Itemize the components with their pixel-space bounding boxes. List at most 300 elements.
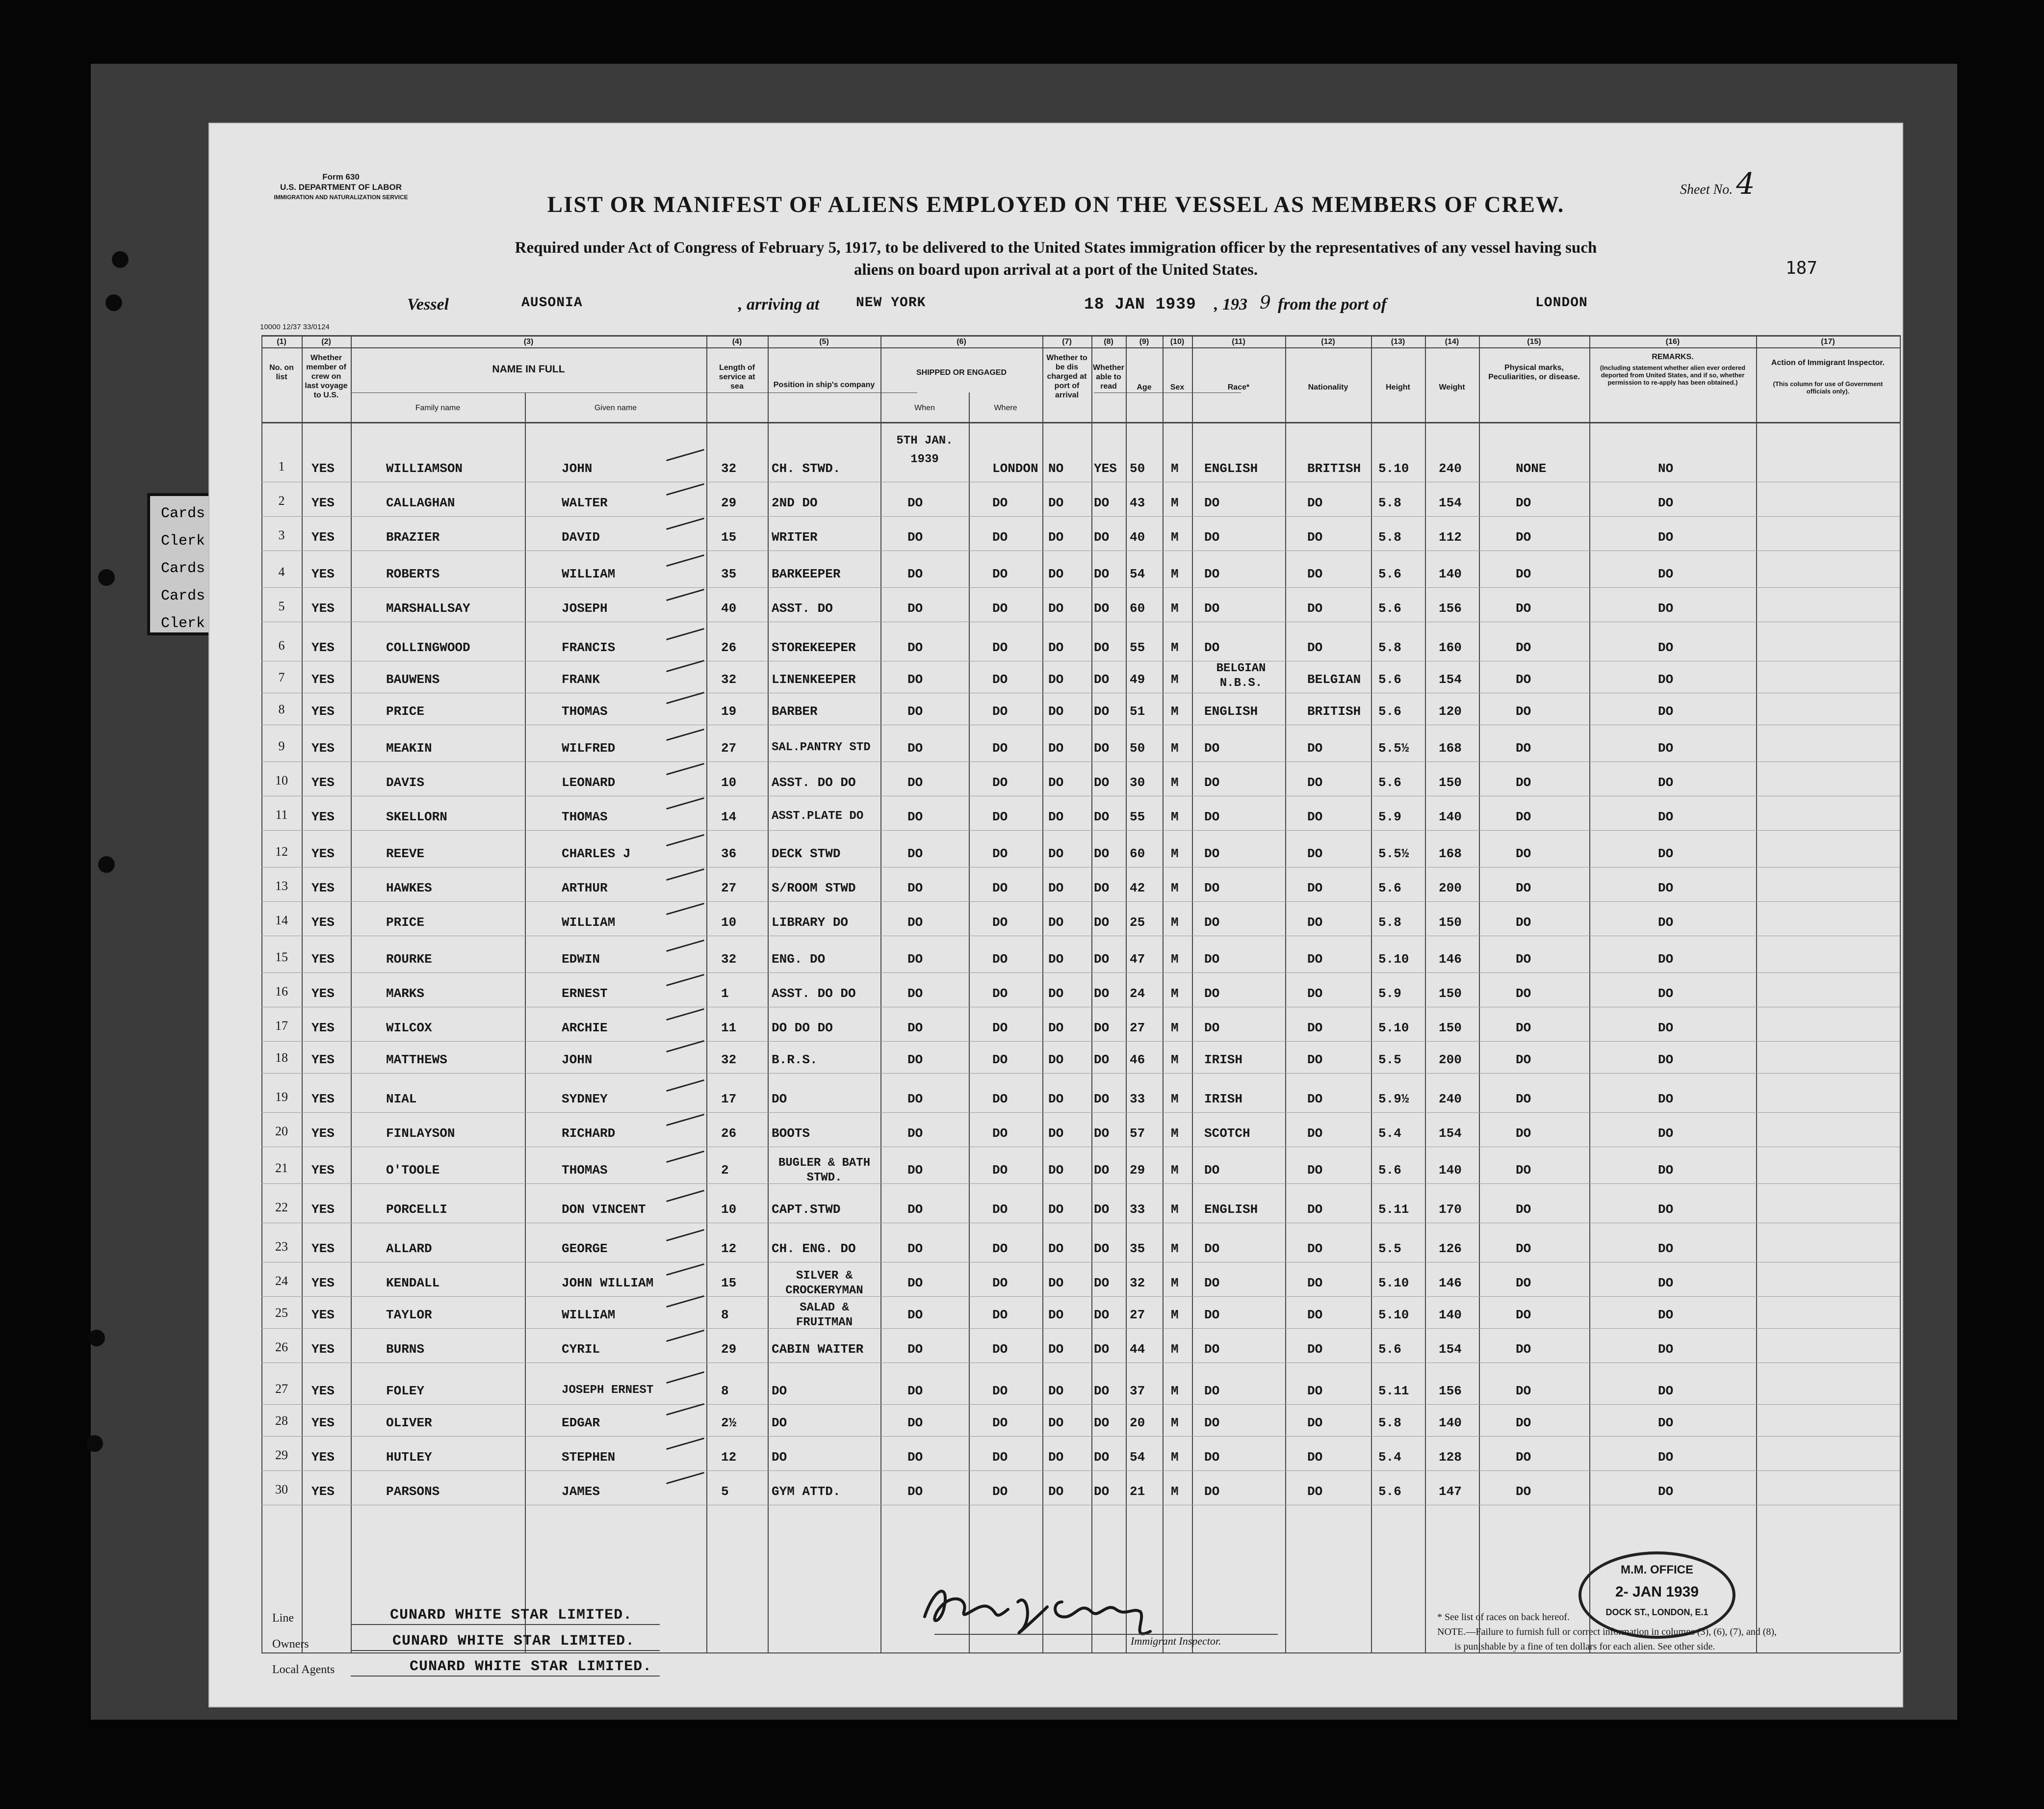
able-to-read-cell: DO [1094, 640, 1110, 655]
service-length-cell: 29 [721, 496, 737, 510]
service-length-cell: 32 [721, 672, 737, 687]
service-length-cell: 12 [721, 1450, 737, 1465]
discharged-cell: DO [1048, 846, 1064, 861]
tick-mark [666, 1371, 704, 1384]
sex-cell: M [1171, 775, 1179, 790]
family-name-cell: SKELLORN [386, 810, 447, 824]
weight-cell: 146 [1439, 1276, 1462, 1290]
service-length-cell: 36 [721, 846, 737, 861]
physical-marks-cell: DO [1516, 1416, 1531, 1430]
given-name-cell: DAVID [562, 530, 600, 545]
col-head-action: Action of Immigrant Inspector. [1771, 359, 1885, 367]
given-name-cell: ARCHIE [562, 1021, 608, 1035]
shipped-where-cell: DO [992, 1126, 1008, 1141]
discharged-cell: DO [1048, 672, 1064, 687]
nationality-cell: DO [1307, 530, 1323, 545]
age-cell: 55 [1130, 810, 1145, 824]
tick-mark [666, 483, 704, 496]
col-head-no: No. on list [269, 364, 294, 381]
col-num-10: (10) [1170, 338, 1185, 346]
able-to-read-cell: DO [1094, 1416, 1110, 1430]
service-length-cell: 5 [721, 1484, 729, 1499]
weight-cell: 120 [1439, 704, 1462, 719]
able-to-read-cell: DO [1094, 1021, 1110, 1035]
card-line: Cards [161, 505, 206, 522]
race-cell: DO [1204, 640, 1220, 655]
given-name-cell: WILLIAM [562, 915, 616, 930]
row-number: 15 [275, 950, 288, 964]
card-line: Clerk [161, 533, 206, 550]
crew-status-cell: YES [311, 1416, 335, 1430]
service-length-cell: 2 [721, 1163, 729, 1178]
shipped-when-cell: DO [907, 1241, 923, 1256]
shipped-when-cell: DO [907, 672, 923, 687]
nationality-cell: DO [1307, 1342, 1323, 1357]
position-cell: GYM ATTD. [772, 1484, 841, 1499]
owners-value: CUNARD WHITE STAR LIMITED. [392, 1633, 635, 1650]
shipped-when-cell: DO [907, 1092, 923, 1106]
race-cell: IRISH [1204, 1092, 1243, 1106]
col-head-remarks: REMARKS. [1652, 353, 1694, 361]
service-length-cell: 15 [721, 1276, 737, 1290]
discharged-cell: DO [1048, 1021, 1064, 1035]
family-name-cell: NIAL [386, 1092, 417, 1106]
able-to-read-cell: DO [1094, 1126, 1110, 1141]
service-length-cell: 26 [721, 1126, 737, 1141]
crew-status-cell: YES [311, 1202, 335, 1217]
race-cell: SCOTCH [1204, 1126, 1250, 1141]
service-length-cell: 32 [721, 952, 737, 967]
crew-status-cell: YES [311, 1021, 335, 1035]
table-bottom-rule [261, 1652, 1900, 1653]
nationality-cell: DO [1307, 775, 1323, 790]
line-label: Line [272, 1612, 294, 1625]
position-cell: DO [772, 1450, 787, 1465]
given-name-cell: FRANCIS [562, 640, 616, 655]
col-num-2: (2) [321, 338, 331, 346]
remarks-cell: DO [1658, 1342, 1674, 1357]
crew-status-cell: YES [311, 1163, 335, 1178]
shipped-where-cell: DO [992, 1416, 1008, 1430]
crew-status-cell: YES [311, 1342, 335, 1357]
stamp-line-1: M.M. OFFICE [1621, 1563, 1693, 1576]
service-length-cell: 1 [721, 986, 729, 1001]
family-name-cell: FOLEY [386, 1384, 425, 1398]
col-num-6: (6) [957, 338, 966, 346]
height-cell: 5.5½ [1378, 741, 1409, 756]
col-num-8: (8) [1104, 338, 1113, 346]
able-to-read-cell: DO [1094, 704, 1110, 719]
col-num-1: (1) [277, 338, 286, 346]
able-to-read-cell: DO [1094, 567, 1110, 581]
col-rule [768, 335, 769, 1652]
col-head-crew: Whether member of crew on last voyage to U.S. [305, 354, 348, 399]
tick-mark [666, 1190, 704, 1202]
sheet-number: 4 [1736, 167, 1755, 201]
family-name-cell: REEVE [386, 846, 425, 861]
col-head-discharged: Whether to be dis charged at port of arrival [1046, 354, 1087, 399]
col-rule [1589, 335, 1590, 1652]
col-num-5: (5) [819, 338, 829, 346]
row-separator [261, 587, 1900, 588]
height-cell: 5.10 [1378, 1021, 1409, 1035]
row-number: 19 [275, 1090, 288, 1104]
nationality-cell: DO [1307, 1276, 1323, 1290]
tick-mark [666, 660, 704, 672]
weight-cell: 112 [1439, 530, 1462, 545]
remarks-cell: DO [1658, 672, 1674, 687]
shipped-when-cell: DO [907, 915, 923, 930]
physical-marks-cell: DO [1516, 672, 1531, 687]
sex-cell: M [1171, 1163, 1179, 1178]
discharged-cell: DO [1048, 986, 1064, 1001]
service-length-cell: 17 [721, 1092, 737, 1106]
race-cell: DO [1204, 1416, 1220, 1430]
row-number: 18 [275, 1050, 288, 1065]
shipped-when-cell: DO [907, 1202, 923, 1217]
weight-cell: 150 [1439, 775, 1462, 790]
row-number: 17 [275, 1019, 288, 1033]
nationality-cell: DO [1307, 915, 1323, 930]
col-head-family: Family name [415, 404, 461, 412]
sex-cell: M [1171, 1450, 1179, 1465]
nationality-cell: DO [1307, 640, 1323, 655]
col-rule [1091, 335, 1092, 1652]
agents-value: CUNARD WHITE STAR LIMITED. [410, 1658, 652, 1675]
nationality-cell: BELGIAN [1307, 672, 1361, 687]
tick-mark [666, 868, 704, 881]
position-cell: ASST. DO DO [772, 986, 856, 1001]
physical-marks-cell: DO [1516, 1450, 1531, 1465]
col-num-3: (3) [523, 338, 534, 346]
discharged-cell: DO [1048, 1484, 1064, 1499]
age-cell: 46 [1130, 1052, 1145, 1067]
service-length-cell: 11 [721, 1021, 737, 1035]
height-cell: 5.6 [1378, 601, 1401, 616]
race-note: * See list of races on back hereof. [1437, 1612, 1570, 1623]
col-num-7: (7) [1062, 338, 1072, 346]
shipped-where-cell: DO [992, 1092, 1008, 1106]
given-name-cell: EDWIN [562, 952, 600, 967]
age-cell: 54 [1130, 567, 1145, 581]
row-number: 26 [275, 1340, 288, 1354]
sex-cell: M [1171, 1126, 1179, 1141]
tick-mark [666, 1295, 704, 1308]
weight-cell: 140 [1439, 567, 1462, 581]
given-name-cell: FRANK [562, 672, 600, 687]
shipped-where-cell: DO [992, 672, 1008, 687]
discharged-cell: DO [1048, 881, 1064, 895]
sex-cell: M [1171, 915, 1179, 930]
race-cell: DO [1204, 1276, 1220, 1290]
given-name-cell: THOMAS [562, 704, 608, 719]
nationality-cell: DO [1307, 1163, 1323, 1178]
sex-cell: M [1171, 567, 1179, 581]
remarks-cell: DO [1658, 1484, 1674, 1499]
shipped-when-cell: DO [907, 1450, 923, 1465]
weight-cell: 140 [1439, 1308, 1462, 1322]
physical-marks-cell: DO [1516, 1021, 1531, 1035]
tick-mark [666, 1114, 704, 1126]
position-cell: BARBER [772, 704, 818, 719]
age-cell: 32 [1130, 1276, 1145, 1290]
sex-cell: M [1171, 952, 1179, 967]
discharged-cell: DO [1048, 1092, 1064, 1106]
crew-status-cell: YES [311, 1126, 335, 1141]
row-number: 3 [278, 528, 285, 542]
punch-hole [112, 251, 129, 268]
family-name-cell: ROBERTS [386, 567, 440, 581]
shipped-where-cell: DO [992, 1021, 1008, 1035]
fine-note-2: is punishable by a fine of ten dollars for each alien. See other side. [1454, 1641, 1715, 1652]
remarks-cell: NO [1658, 461, 1674, 476]
shipped-where-cell: DO [992, 1052, 1008, 1067]
age-cell: 55 [1130, 640, 1145, 655]
service-length-cell: 32 [721, 461, 737, 476]
weight-cell: 156 [1439, 1384, 1462, 1398]
given-name-cell: WILFRED [562, 741, 616, 756]
age-cell: 35 [1130, 1241, 1145, 1256]
crew-status-cell: YES [311, 461, 335, 476]
race-cell: IRISH [1204, 1052, 1243, 1067]
tick-mark [666, 692, 704, 704]
physical-marks-cell: DO [1516, 881, 1531, 895]
sex-cell: M [1171, 1276, 1179, 1290]
remarks-cell: DO [1658, 1021, 1674, 1035]
shipped-when-cell: DO [907, 1276, 923, 1290]
family-name-cell: KENDALL [386, 1276, 440, 1290]
col-num-15: (15) [1527, 338, 1541, 346]
crew-status-cell: YES [311, 1092, 335, 1106]
able-to-read-cell: DO [1094, 915, 1110, 930]
discharged-cell: DO [1048, 915, 1064, 930]
sex-cell: M [1171, 530, 1179, 545]
row-separator [261, 972, 1900, 973]
tick-mark [666, 940, 704, 952]
height-cell: 5.5½ [1378, 846, 1409, 861]
line-value: CUNARD WHITE STAR LIMITED. [390, 1607, 633, 1624]
race-cell: DO [1204, 1021, 1220, 1035]
row-separator [261, 1328, 1900, 1329]
crew-status-cell: YES [311, 1241, 335, 1256]
col-rule [1900, 335, 1901, 1652]
row-number: 13 [275, 879, 288, 893]
race-cell: DO [1204, 496, 1220, 510]
given-name-cell: WILLIAM [562, 1308, 616, 1322]
service-length-cell: 35 [721, 567, 737, 581]
age-cell: 57 [1130, 1126, 1145, 1141]
tick-mark [666, 974, 704, 986]
col-rule [1479, 335, 1480, 1652]
race-cell: ENGLISH [1204, 704, 1258, 719]
weight-cell: 240 [1439, 1092, 1462, 1106]
sex-cell: M [1171, 704, 1179, 719]
shipped-when-cell: DO [907, 810, 923, 824]
shipped-where-cell: DO [992, 640, 1008, 655]
crew-status-cell: YES [311, 952, 335, 967]
age-cell: 50 [1130, 461, 1145, 476]
row-separator [261, 1041, 1900, 1042]
age-cell: 24 [1130, 986, 1145, 1001]
discharged-cell: DO [1048, 1384, 1064, 1398]
col-rule [1126, 335, 1127, 1652]
family-name-cell: CALLAGHAN [386, 496, 455, 510]
shipped-when-cell: DO [907, 1021, 923, 1035]
height-cell: 5.8 [1378, 496, 1401, 510]
shipped-when-cell: DO [907, 640, 923, 655]
physical-marks-cell: NONE [1516, 461, 1547, 476]
form-number: Form 630 [322, 172, 360, 182]
row-number: 27 [275, 1382, 288, 1396]
row-number: 11 [275, 808, 288, 822]
physical-marks-cell: DO [1516, 952, 1531, 967]
row-number: 21 [275, 1161, 288, 1175]
race-cell: DO [1204, 986, 1220, 1001]
tick-mark [666, 1472, 704, 1484]
discharged-cell: DO [1048, 601, 1064, 616]
col-rule [1042, 335, 1043, 1652]
col-head-where: Where [994, 404, 1017, 412]
weight-cell: 140 [1439, 1163, 1462, 1178]
shipped-where-cell: DO [992, 1342, 1008, 1357]
owners-underline [351, 1650, 660, 1651]
col-rule [261, 335, 262, 1652]
age-cell: 60 [1130, 601, 1145, 616]
race-cell: DO [1204, 1241, 1220, 1256]
weight-cell: 154 [1439, 496, 1462, 510]
crew-status-cell: YES [311, 1276, 335, 1290]
row-separator [261, 1436, 1900, 1437]
tick-mark [666, 903, 704, 915]
able-to-read-cell: DO [1094, 1450, 1110, 1465]
position-cell: SILVER & CROCKERYMAN [785, 1269, 863, 1297]
able-to-read-cell: DO [1094, 1163, 1110, 1178]
able-to-read-cell: DO [1094, 810, 1110, 824]
race-cell: DO [1204, 741, 1220, 756]
remarks-cell: DO [1658, 601, 1674, 616]
given-name-cell: LEONARD [562, 775, 616, 790]
height-cell: 5.4 [1378, 1126, 1401, 1141]
position-cell: 2ND DO [772, 496, 818, 510]
height-cell: 5.8 [1378, 640, 1401, 655]
shipped-when-cell: DO [907, 1342, 923, 1357]
row-number: 14 [275, 913, 288, 927]
shipped-where-cell: DO [992, 810, 1008, 824]
able-to-read-cell: DO [1094, 1308, 1110, 1322]
tick-mark [666, 1330, 704, 1342]
crew-status-cell: YES [311, 640, 335, 655]
age-cell: 33 [1130, 1202, 1145, 1217]
service-length-cell: 10 [721, 915, 737, 930]
given-name-cell: WALTER [562, 496, 608, 510]
shipped-where-cell: DO [992, 1163, 1008, 1178]
race-cell: ENGLISH [1204, 461, 1258, 476]
shipped-where-cell: DO [992, 601, 1008, 616]
col-rule [1756, 335, 1757, 1652]
given-name-cell: ERNEST [562, 986, 608, 1001]
service-length-cell: 10 [721, 1202, 737, 1217]
col-head-age: Age [1137, 383, 1152, 392]
sex-cell: M [1171, 1384, 1179, 1398]
shipped-where-cell: DO [992, 952, 1008, 967]
discharged-cell: DO [1048, 1202, 1064, 1217]
physical-marks-cell: DO [1516, 530, 1531, 545]
nationality-cell: DO [1307, 810, 1323, 824]
col-head-read: Whether able to read [1093, 364, 1124, 391]
age-cell: 54 [1130, 1450, 1145, 1465]
given-name-cell: JAMES [562, 1484, 600, 1499]
crew-status-cell: YES [311, 1384, 335, 1398]
weight-cell: 154 [1439, 1342, 1462, 1357]
year-digit: 9 [1260, 293, 1271, 313]
given-name-cell: CHARLES J [562, 846, 631, 861]
discharged-cell: DO [1048, 775, 1064, 790]
physical-marks-cell: DO [1516, 1052, 1531, 1067]
weight-cell: 147 [1439, 1484, 1462, 1499]
col-head-race: Race* [1227, 383, 1250, 392]
physical-marks-cell: DO [1516, 640, 1531, 655]
row-number: 12 [275, 844, 288, 859]
remarks-cell: DO [1658, 1202, 1674, 1217]
nationality-cell: DO [1307, 952, 1323, 967]
row-number: 22 [275, 1200, 288, 1214]
nationality-cell: DO [1307, 1126, 1323, 1141]
crew-status-cell: YES [311, 567, 335, 581]
row-number: 9 [278, 739, 285, 753]
sex-cell: M [1171, 496, 1179, 510]
shipped-when-cell: DO [907, 567, 923, 581]
age-cell: 50 [1130, 741, 1145, 756]
physical-marks-cell: DO [1516, 846, 1531, 861]
agents-underline [351, 1676, 660, 1677]
tick-mark [666, 518, 704, 530]
shipped-when-cell: DO [907, 741, 923, 756]
row-number: 20 [275, 1124, 288, 1138]
given-name-cell: THOMAS [562, 810, 608, 824]
col-head-action-note: (This column for use of Government officials only). [1773, 380, 1883, 395]
nationality-cell: DO [1307, 1241, 1323, 1256]
tick-mark [666, 554, 704, 567]
col-rule [1371, 335, 1372, 1652]
position-cell: CH. STWD. [772, 461, 841, 476]
punch-hole [86, 1435, 103, 1452]
tick-mark [666, 1403, 704, 1416]
family-name-cell: PARSONS [386, 1484, 440, 1499]
position-cell: S/ROOM STWD [772, 881, 856, 895]
family-name-cell: COLLINGWOOD [386, 640, 470, 655]
shipped-when-cell: DO [907, 1416, 923, 1430]
weight-cell: 156 [1439, 601, 1462, 616]
physical-marks-cell: DO [1516, 496, 1531, 510]
nationality-cell: DO [1307, 986, 1323, 1001]
family-name-cell: OLIVER [386, 1416, 432, 1430]
physical-marks-cell: DO [1516, 1342, 1531, 1357]
shipped-where-cell: DO [992, 704, 1008, 719]
crew-status-cell: YES [311, 1484, 335, 1499]
row-number: 23 [275, 1239, 288, 1254]
col-num-14: (14) [1445, 338, 1459, 346]
sex-cell: M [1171, 601, 1179, 616]
race-cell: DO [1204, 1484, 1220, 1499]
row-separator [261, 516, 1900, 517]
shipped-when-cell: DO [907, 775, 923, 790]
tick-mark [666, 797, 704, 810]
position-cell: LIBRARY DO [772, 915, 849, 930]
shipped-where-cell: DO [992, 881, 1008, 895]
height-cell: 5.9 [1378, 986, 1401, 1001]
age-cell: 21 [1130, 1484, 1145, 1499]
service-length-cell: 40 [721, 601, 737, 616]
